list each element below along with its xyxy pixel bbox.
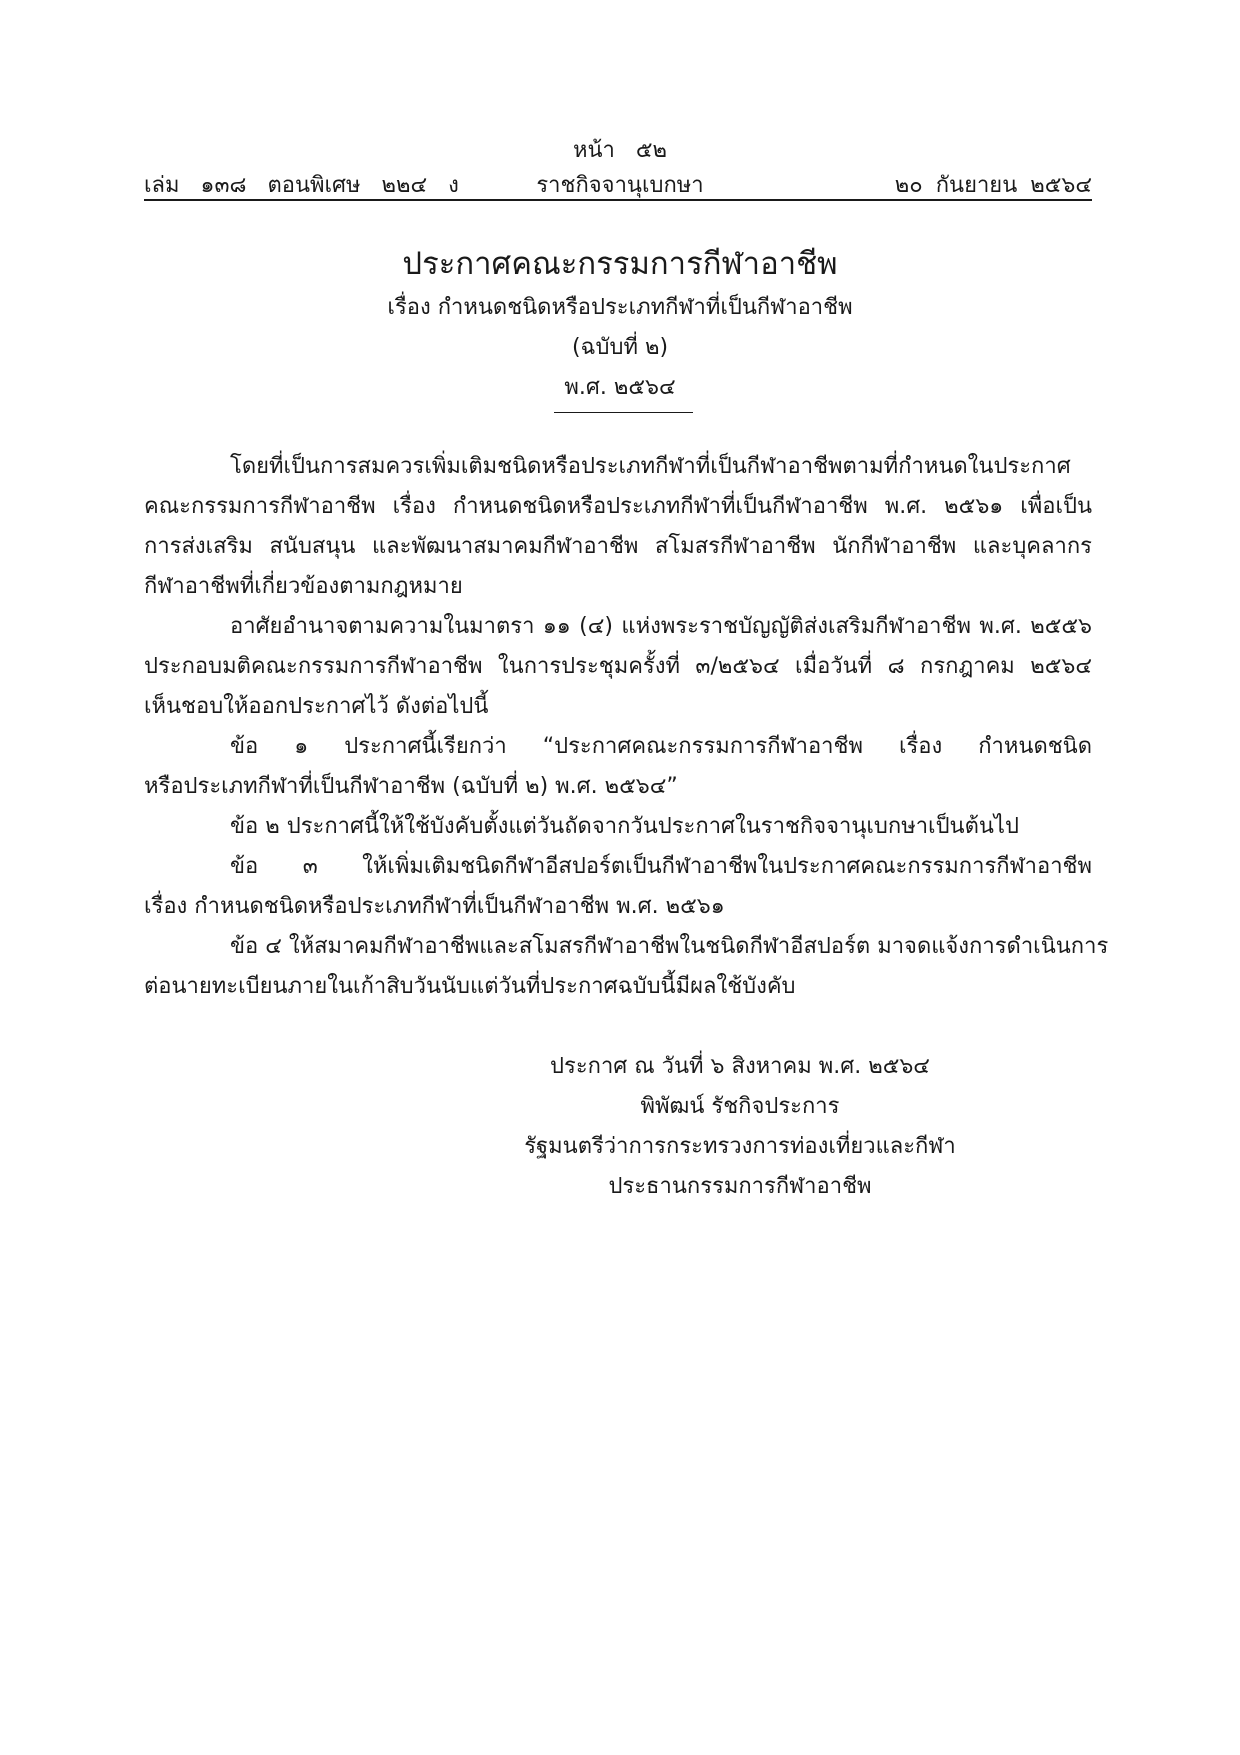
paragraph-1-line-2: คณะกรรมการกีฬาอาชีพ เรื่อง กำหนดชนิดหรือประเภทกีฬาที่เป็นกีฬาอาชีพ พ.ศ. ๒๕๖๑ เพื่อเป็น (144, 494, 1092, 519)
clause-2-line-1: ข้อ ๒ ประกาศนี้ให้ใช้บังคับตั้งแต่วันถัดจากวันประกาศในราชกิจจานุเบกษาเป็นต้นไป (230, 814, 1019, 839)
clause-1-line-1: ข้อ ๑ ประกาศนี้เรียกว่า “ประกาศคณะกรรมการกีฬาอาชีพ เรื่อง กำหนดชนิด (230, 734, 1092, 759)
announcement-date: ประกาศ ณ วันที่ ๖ สิงหาคม พ.ศ. ๒๕๖๔ (550, 1054, 930, 1079)
signatory-position-2: ประธานกรรมการกีฬาอาชีพ (608, 1174, 872, 1199)
section-letter: ง (448, 173, 459, 198)
page-number-line (540, 132, 700, 167)
section-number: ๒๒๔ (381, 173, 428, 198)
page-label: หน้า (572, 138, 615, 163)
paragraph-1-line-3: การส่งเสริม สนับสนุน และพัฒนาสมาคมกีฬาอาชีพ สโมสรกีฬาอาชีพ นักกีฬาอาชีพ และบุคลากร (144, 534, 1092, 559)
section-label: ตอนพิเศษ (267, 173, 361, 198)
signatory-position-1: รัฐมนตรีว่าการกระทรวงการท่องเที่ยวและกีฬา (524, 1134, 956, 1159)
clause-4-line-2: ต่อนายทะเบียนภายในเก้าสิบวันนับแต่วันที่ประกาศฉบับนี้มีผลใช้บังคับ (144, 974, 796, 999)
announcement-subject: เรื่อง กำหนดชนิดหรือประเภทกีฬาที่เป็นกีฬาอาชีพ (387, 295, 853, 320)
header-divider (144, 199, 1092, 201)
announcement-title: ประกาศคณะกรรมการกีฬาอาชีพ (402, 246, 838, 282)
gazette-name: ราชกิจจานุเบกษา (536, 173, 704, 198)
paragraph-2-line-2: ประกอบมติคณะกรรมการกีฬาอาชีพ ในการประชุมครั้งที่ ๓/๒๕๖๔ เมื่อวันที่ ๘ กรกฎาคม ๒๕๖๔ (144, 654, 1092, 679)
paragraph-1-line-1: โดยที่เป็นการสมควรเพิ่มเติมชนิดหรือประเภทกีฬาที่เป็นกีฬาอาชีพตามที่กำหนดในประกาศ (230, 454, 1071, 479)
title-divider (554, 412, 693, 413)
page-number: ๕๒ (635, 138, 668, 163)
volume-label: เล่ม (144, 173, 180, 198)
paragraph-2-line-3: เห็นชอบให้ออกประกาศไว้ ดังต่อไปนี้ (144, 694, 489, 719)
gazette-date: ๒๐ กันยายน ๒๕๖๔ (894, 173, 1092, 198)
clause-3-line-2: เรื่อง กำหนดชนิดหรือประเภทกีฬาที่เป็นกีฬาอาชีพ พ.ศ. ๒๕๖๑ (144, 894, 725, 919)
signatory-name: พิพัฒน์ รัชกิจประการ (640, 1094, 840, 1119)
clause-3-line-1: ข้อ ๓ ให้เพิ่มเติมชนิดกีฬาอีสปอร์ตเป็นกีฬาอาชีพในประกาศคณะกรรมการกีฬาอาชีพ (230, 854, 1092, 879)
announcement-year: พ.ศ. ๒๕๖๔ (564, 375, 676, 400)
volume-number: ๑๓๘ (200, 173, 247, 198)
paragraph-2-line-1: อาศัยอำนาจตามความในมาตรา ๑๑ (๔) แห่งพระราชบัญญัติส่งเสริมกีฬาอาชีพ พ.ศ. ๒๕๕๖ (230, 614, 1092, 639)
paragraph-1-line-4: กีฬาอาชีพที่เกี่ยวข้องตามกฎหมาย (144, 574, 463, 599)
clause-4-line-1: ข้อ ๔ ให้สมาคมกีฬาอาชีพและสโมสรกีฬาอาชีพในชนิดกีฬาอีสปอร์ต มาจดแจ้งการดำเนินการ (230, 934, 1109, 959)
clause-1-line-2: หรือประเภทกีฬาที่เป็นกีฬาอาชีพ (ฉบับที่ ๒) พ.ศ. ๒๕๖๔” (144, 774, 678, 799)
volume-info (144, 167, 459, 202)
announcement-edition: (ฉบับที่ ๒) (571, 335, 669, 360)
